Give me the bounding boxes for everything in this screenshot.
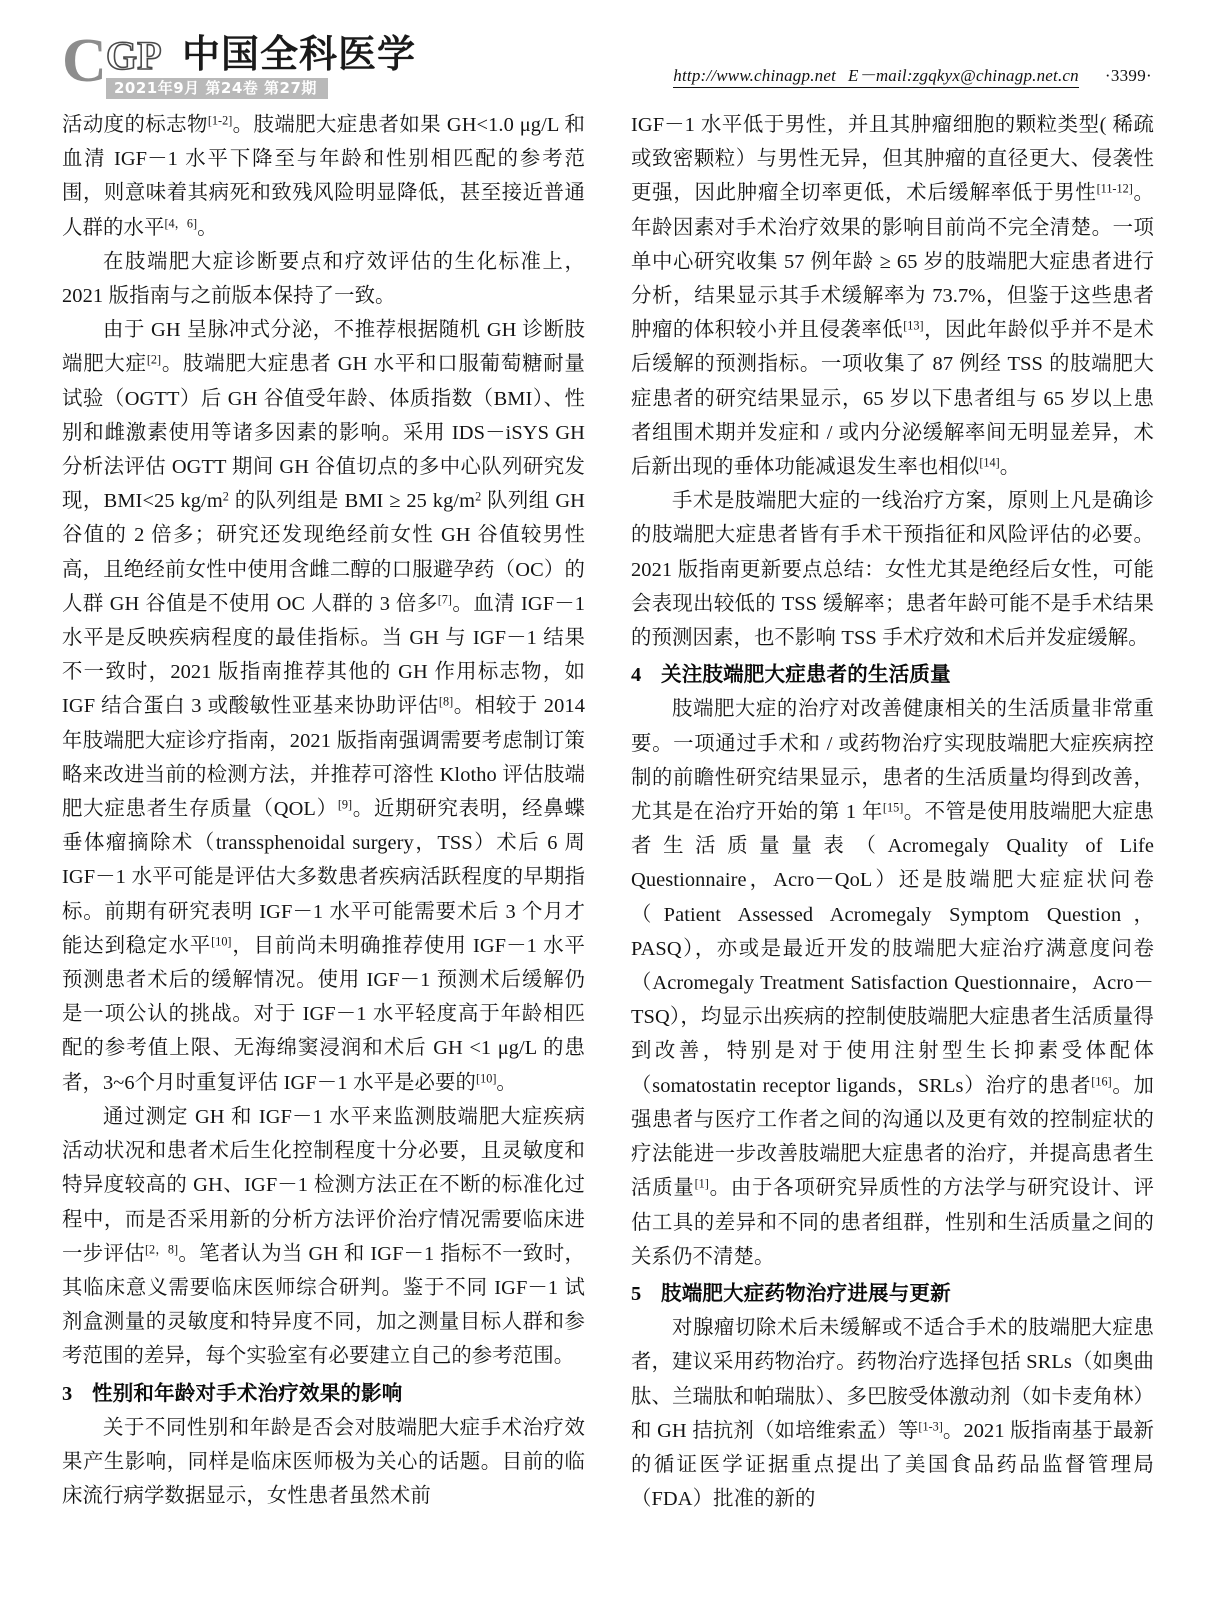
article-body xyxy=(62,108,1154,1516)
journal-website[interactable]: http://www.chinagp.net xyxy=(673,66,837,85)
section-title: 关注肢端肥大症患者的生活质量 xyxy=(661,662,951,687)
section-number: 4 xyxy=(631,664,642,687)
paragraph: 对腺瘤切除术后未缓解或不适合手术的肢端肥大症患者，建议采用药物治疗。药物治疗选择包括 SRLs（如奥曲肽、兰瑞肽和帕瑞肽）、多巴胺受体激动剂（如卡麦角林）和 GH 拮抗剂（如培维索孟）等[1-3]。2021 版指南基于最新的循证医学证据重点提出了美国食品药品监督管理局（FDA）批准的新的 xyxy=(631,1317,1154,1511)
paragraph: 肢端肥大症的治疗对改善健康相关的生活质量非常重要。一项通过手术和 / 或药物治疗实现肢端肥大症疾病控制的前瞻性研究结果显示，患者的生活质量均得到改善，尤其是在治疗开始的第 1 年[15]。不管是使用肢端肥大症患者生活质量量表（Acromegaly Quality of Life Questionnaire，Acro－QoL）还是肢端肥大症症状问卷（Patient Assessed Acromegaly Symptom Question，PASQ），亦或是最近开发的肢端肥大症治疗满意度问卷（Acromegaly Treatment Satisfaction Questionnaire，Acro－TSQ），均显示出疾病的控制使肢端肥大症患者生活质量得到改善，特别是对于使用注射型生长抑素受体配体（somatostatin receptor ligands，SRLs）治疗的患者[16]。加强患者与医疗工作者之间的沟通以及更有效的控制症状的疗法能进一步改善肢端肥大症患者的治疗，并提高患者生活质量[1]。由于各项研究异质性的方法学与研究设计、评估工具的差异和不同的患者组群，性别和生活质量之间的关系仍不清楚。 xyxy=(631,698,1154,1268)
journal-email[interactable]: E－mail:zgqkyx@chinagp.net.cn xyxy=(848,66,1079,85)
logo-issue-text: 2021年9月 第24卷 第27期 xyxy=(114,79,317,97)
paragraph: 活动度的标志物[1-2]。肢端肥大症患者如果 GH<1.0 μg/L 和血清 IGF－1 水平下降至与年龄和性别相匹配的参考范围，则意味着其病死和致残风险明显降低，甚至接近普通人群的水平[4，6]。 xyxy=(62,113,585,239)
paragraph: IGF－1 水平低于男性，并且其肿瘤细胞的颗粒类型( 稀疏或致密颗粒）与男性无异，但其肿瘤的直径更大、侵袭性更强，因此肿瘤全切率更低，术后缓解率低于男性[11-12]。年龄因素对手术治疗效果的影响目前尚不完全清楚。一项单中心研究收集 57 例年龄 ≥ 65 岁的肢端肥大症患者进行分析，结果显示其手术缓解率为 73.7%，但鉴于这些患者肿瘤的体积较小并且侵袭率低[13]，因此年龄似乎并不是术后缓解的预测指标。一项收集了 87 例经 TSS 的肢端肥大症患者的研究结果显示，65 岁以下患者组与 65 岁以上患者组围术期并发症和 / 或内分泌缓解率间无明显差异，术后新出现的垂体功能减退发生率也相似[14]。 xyxy=(631,114,1154,479)
section-heading-3 xyxy=(62,1376,585,1411)
page-number: ·3399· xyxy=(1104,66,1152,85)
section-title: 性别和年龄对手术治疗效果的影响 xyxy=(92,1380,403,1405)
journal-contact-line xyxy=(673,66,1079,88)
logo-letter-c: C xyxy=(62,27,105,95)
section-heading-4 xyxy=(631,657,1154,692)
logo-letters-gp: GP xyxy=(106,33,162,78)
paragraph: 通过测定 GH 和 IGF－1 水平来监测肢端肥大症疾病活动状况和患者术后生化控制程度十分必要，且灵敏度和特异度较高的 GH、IGF－1 检测方法正在不断的标准化过程中，而是否采用新的分析方法评价治疗情况需要临床进一步评估[2，8]。笔者认为当 GH 和 IGF－1 指标不一致时，其临床意义需要临床医师综合研判。鉴于不同 IGF－1 试剂盒测量的灵敏度和特异度不同，加之测量目标人群和参考范围的差异，每个实验室有必要建立自己的参考范围。 xyxy=(62,1105,586,1368)
paragraph: 手术是肢端肥大症的一线治疗方案，原则上凡是确诊的肢端肥大症患者皆有手术干预指征和风险评估的必要。2021 版指南更新要点总结：女性尤其是绝经后女性，可能会表现出较低的 TSS 缓解率；患者年龄可能不是手术结果的预测因素，也不影响 TSS 手术疗效和术后并发症缓解。 xyxy=(631,490,1154,650)
left-column xyxy=(62,108,585,1516)
section-title: 肢端肥大症药物治疗进展与更新 xyxy=(661,1280,951,1305)
header-right xyxy=(673,66,1152,88)
paragraph: 在肢端肥大症诊断要点和疗效评估的生化标准上，2021 版指南与之前版本保持了一致。 xyxy=(62,250,585,308)
section-heading-5 xyxy=(631,1276,1154,1311)
section-number: 3 xyxy=(62,1382,73,1405)
section-number: 5 xyxy=(631,1282,642,1305)
masthead xyxy=(62,28,1152,100)
journal-logo xyxy=(62,28,462,98)
paragraph: 由于 GH 呈脉冲式分泌，不推荐根据随机 GH 诊断肢端肥大症[2]。肢端肥大症患者 GH 水平和口服葡萄糖耐量试验（OGTT）后 GH 谷值受年龄、体质指数（BMI）、性别和雌激素使用等诸多因素的影响。采用 IDS－iSYS GH 分析法评估 OGTT 期间 GH 谷值切点的多中心队列研究发现，BMI<25 $kg/m^2$ 的队列组是 BMI ≥ 25 $kg/m^2$ 队列组 GH 谷值的 2 倍多；研究还发现绝经前女性 GH 谷值较男性高，且绝经前女性中使用含雌二醇的口服避孕药（OC）的人群 GH 谷值是不使用 OC 人群的 3 倍多[7]。血清 IGF－1 水平是反映疾病程度的最佳指标。当 GH 与 IGF－1 结果不一致时，2021 版指南推荐其他的 GH 作用标志物，如 IGF 结合蛋白 3 或酸敏性亚基来协助评估[8]。相较于 2014 年肢端肥大症诊疗指南，2021 版指南强调需要考虑制订策略来改进当前的检测方法，并推荐可溶性 Klotho 评估肢端肥大症患者生存质量（QOL）[9]。近期研究表明，经鼻蝶垂体瘤摘除术（transsphenoidal surgery，TSS）术后 6 周 IGF－1 水平可能是评估大多数患者疾病活跃程度的早期指标。前期有研究表明 IGF－1 水平可能需要术后 3 个月才能达到稳定水平[10]，目前尚未明确推荐使用 IGF－1 水平预测患者术后的缓解情况。使用 IGF－1 预测术后缓解仍是一项公认的挑战。对于 IGF－1 水平轻度高于年龄相匹配的参考值上限、无海绵窦浸润和术后 GH <1 μg/L 的患者，3~6个月时重复评估 IGF－1 水平是必要的[10]。 xyxy=(62,319,585,1094)
right-column xyxy=(631,108,1154,1516)
logo-journal-name-cn: 中国全科医学 xyxy=(182,32,417,76)
paragraph: 关于不同性别和年龄是否会对肢端肥大症手术治疗效果产生影响，同样是临床医师极为关心的话题。目前的临床流行病学数据显示，女性患者虽然术前 xyxy=(62,1416,585,1508)
